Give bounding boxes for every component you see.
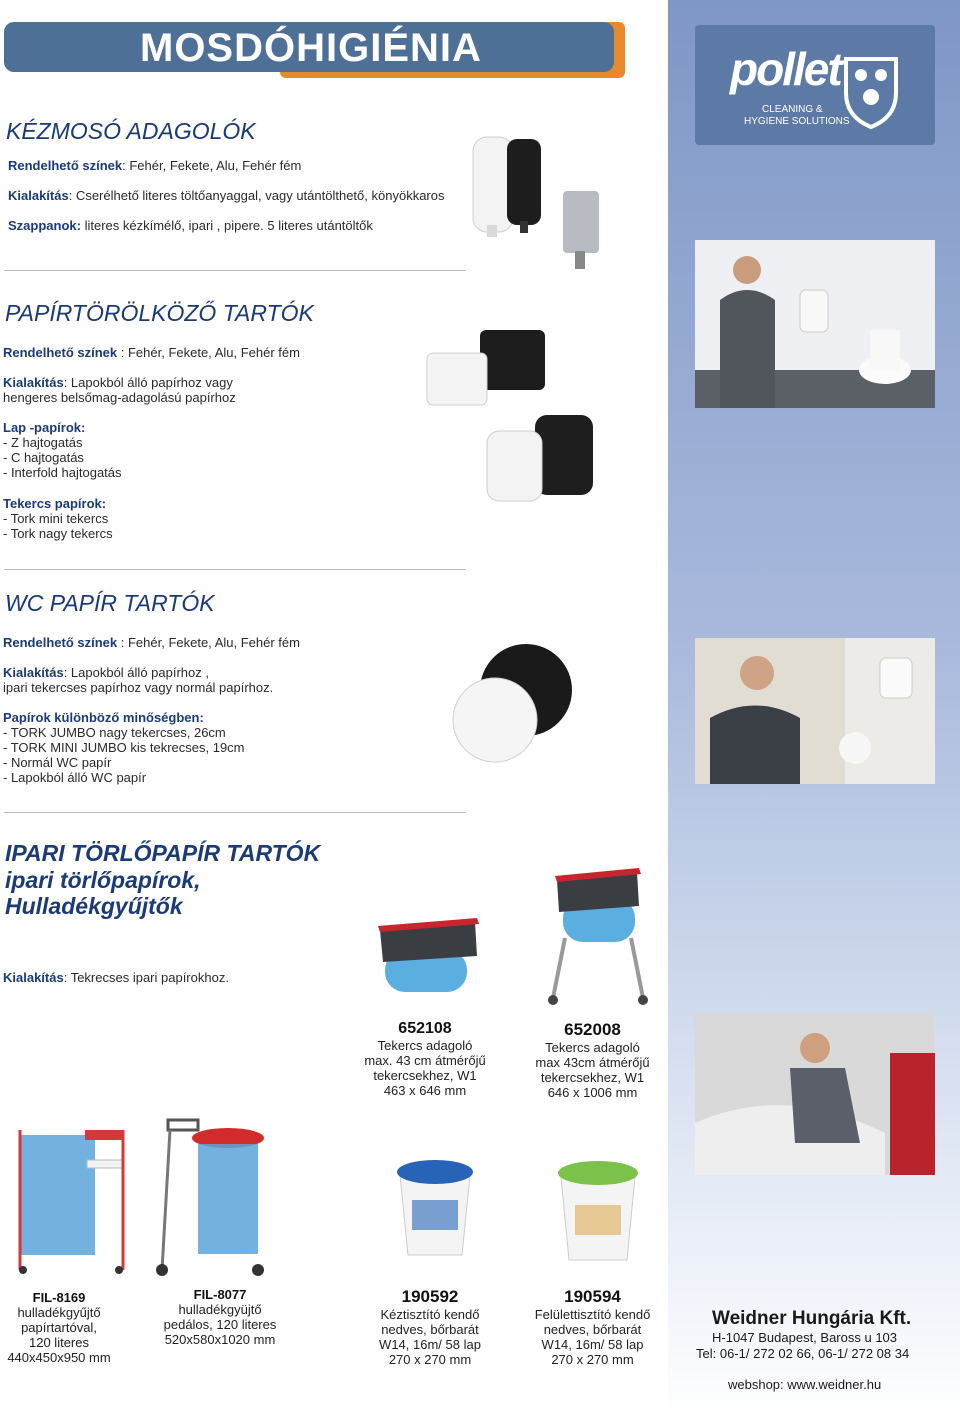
product-desc-line: 120 literes xyxy=(29,1335,89,1350)
product-desc-line: Felülettisztító kendő xyxy=(534,1307,651,1322)
product-desc-line: tekercsekhez, W1 xyxy=(540,1070,645,1085)
product-code: FIL-8077 xyxy=(193,1287,247,1302)
shield-icon xyxy=(842,55,900,131)
colors-label: Rendelhető színek xyxy=(3,345,118,360)
list-item: - Tork nagy tekercs xyxy=(3,526,113,541)
product-desc-line: papírtartóval, xyxy=(21,1320,97,1335)
design-label: Kialakítás xyxy=(8,188,69,203)
design-value: : Tekrecses ipari papírokhoz. xyxy=(63,970,229,985)
surface-wipe-bucket-image xyxy=(553,1145,643,1265)
roll-papers-label: Tekercs papírok: xyxy=(3,496,107,511)
product-code: 190594 xyxy=(564,1287,621,1306)
divider xyxy=(4,270,466,271)
section-subheading: Hulladékgyűjtők xyxy=(5,893,183,919)
colors-value: : Fehér, Fekete, Alu, Fehér fém xyxy=(117,345,300,360)
design-line xyxy=(8,188,444,203)
product-code: FIL-8169 xyxy=(32,1290,86,1305)
soaps-value: literes kézkímélő, ipari , pipere. 5 literes utántöltők xyxy=(80,218,373,233)
list-item: - Lapokból álló WC papír xyxy=(3,770,147,785)
list-item: - Interfold hajtogatás xyxy=(3,465,122,480)
mechanic-photo xyxy=(695,1013,935,1175)
page-title: MOSDÓHIGIÉNIA xyxy=(140,26,482,70)
colors-line xyxy=(8,158,301,173)
washroom-photo xyxy=(695,240,935,408)
design-line xyxy=(3,375,233,390)
product-desc-line: W14, 16m/ 58 lap xyxy=(541,1337,644,1352)
section-heading-hand-dispensers: KÉZMOSÓ ADAGOLÓK xyxy=(6,118,256,144)
wall-roll-dispenser-image xyxy=(375,910,485,1000)
divider xyxy=(4,812,466,813)
product-190594 xyxy=(520,1287,665,1367)
product-652108 xyxy=(350,1020,500,1098)
design-line-2: hengeres belsőmag-adagolású papírhoz xyxy=(3,390,236,405)
design-label: Kialakítás xyxy=(3,970,64,985)
list-item: - Normál WC papír xyxy=(3,755,112,770)
product-code: 652008 xyxy=(564,1020,621,1039)
logo-wordmark: pollet xyxy=(730,43,841,95)
papers-label: Papírok különböző minőségben: xyxy=(3,710,204,725)
product-desc-line: max. 43 cm átmérőjű xyxy=(364,1053,486,1068)
product-desc-line: Tekercs adagoló xyxy=(545,1040,640,1055)
product-desc-line: 646 x 1006 mm xyxy=(547,1085,638,1100)
sheet-papers-label: Lap -papírok: xyxy=(3,420,86,435)
colors-line xyxy=(3,635,300,650)
soaps-line xyxy=(8,218,373,233)
product-desc-line: nedves, bőrbarát xyxy=(543,1322,642,1337)
product-desc-line: Kéztisztító kendő xyxy=(380,1307,480,1322)
product-code: 190592 xyxy=(401,1287,459,1306)
design-line-2: ipari tekercses papírhoz vagy normál papírhoz. xyxy=(3,680,274,695)
product-desc-line: W14, 16m/ 58 lap xyxy=(379,1337,481,1352)
design-value: : Cserélhető literes töltőanyaggal, vagy utántölthető, könyökkaros xyxy=(68,188,445,203)
company-webshop: webshop: www.weidner.hu xyxy=(728,1377,882,1392)
waste-bin-with-paper-holder-image xyxy=(15,1120,135,1275)
soaps-label: Szappanok: xyxy=(8,218,81,233)
colors-value: : Fehér, Fekete, Alu, Fehér fém xyxy=(117,635,300,650)
product-desc-line: hulladékgyüjtő xyxy=(178,1302,262,1317)
logo-tagline-1: CLEANING & xyxy=(762,104,823,115)
hand-wipe-bucket-image xyxy=(390,1140,480,1260)
design-value: : Lapokból álló papírhoz , xyxy=(63,665,209,680)
list-item: - C hajtogatás xyxy=(3,450,84,465)
towel-dispenser-image xyxy=(425,325,605,520)
product-desc-line: 440x450x950 mm xyxy=(7,1350,111,1365)
design-label: Kialakítás xyxy=(3,375,64,390)
design-line xyxy=(3,665,209,680)
company-phone: Tel: 06-1/ 272 02 66, 06-1/ 272 08 34 xyxy=(696,1346,910,1361)
list-item: - TORK MINI JUMBO kis tekrecses, 19cm xyxy=(3,740,245,755)
section-subheading: ipari törlőpapírok, xyxy=(5,867,201,893)
list-item: - Tork mini tekercs xyxy=(3,511,109,526)
product-desc-line: hulladékgyűjtő xyxy=(17,1305,101,1320)
product-fil-8077 xyxy=(150,1287,290,1347)
colors-label: Rendelhető színek xyxy=(3,635,118,650)
floor-roll-dispenser-image xyxy=(548,868,648,1005)
colors-label: Rendelhető színek xyxy=(8,158,123,173)
design-value: : Lapokból álló papírhoz vagy xyxy=(63,375,233,390)
product-desc-line: Tekercs adagoló xyxy=(377,1038,473,1053)
colors-line xyxy=(3,345,300,360)
product-desc-line: max 43cm átmérőjű xyxy=(535,1055,650,1070)
wc-dispenser-image xyxy=(440,640,580,765)
section-heading-industrial: IPARI TÖRLŐPAPÍR TARTÓK xyxy=(5,840,321,866)
product-fil-8169 xyxy=(0,1290,118,1365)
list-item: - Z hajtogatás xyxy=(3,435,83,450)
section-heading-wc-holders: WC PAPÍR TARTÓK xyxy=(5,590,215,616)
company-name: Weidner Hungária Kft. xyxy=(712,1308,912,1329)
product-desc-line: 520x580x1020 mm xyxy=(164,1332,276,1347)
pedal-waste-bin-image xyxy=(150,1110,270,1280)
divider xyxy=(4,569,466,570)
section-heading-towel-holders: PAPÍRTÖRÖLKÖZŐ TARTÓK xyxy=(5,300,314,326)
product-652008 xyxy=(515,1020,670,1100)
logo-tagline-2: HYGIENE SOLUTIONS xyxy=(744,116,850,127)
product-desc-line: nedves, bőrbarát xyxy=(381,1322,479,1337)
product-code: 652108 xyxy=(398,1020,452,1037)
product-desc-line: tekercsekhez, W1 xyxy=(373,1068,477,1083)
design-line xyxy=(3,970,229,985)
product-desc-line: 463 x 646 mm xyxy=(383,1083,467,1098)
businessman-photo xyxy=(695,638,935,784)
design-label: Kialakítás xyxy=(3,665,64,680)
product-190592 xyxy=(360,1287,500,1367)
product-desc-line: 270 x 270 mm xyxy=(551,1352,634,1367)
product-desc-line: pedálos, 120 literes xyxy=(163,1317,277,1332)
company-address: H-1047 Budapest, Baross u 103 xyxy=(712,1330,898,1345)
colors-value: : Fehér, Fekete, Alu, Fehér fém xyxy=(122,158,302,173)
product-desc-line: 270 x 270 mm xyxy=(388,1352,472,1367)
soap-dispenser-image xyxy=(465,125,615,275)
list-item: - TORK JUMBO nagy tekercses, 26cm xyxy=(3,725,226,740)
